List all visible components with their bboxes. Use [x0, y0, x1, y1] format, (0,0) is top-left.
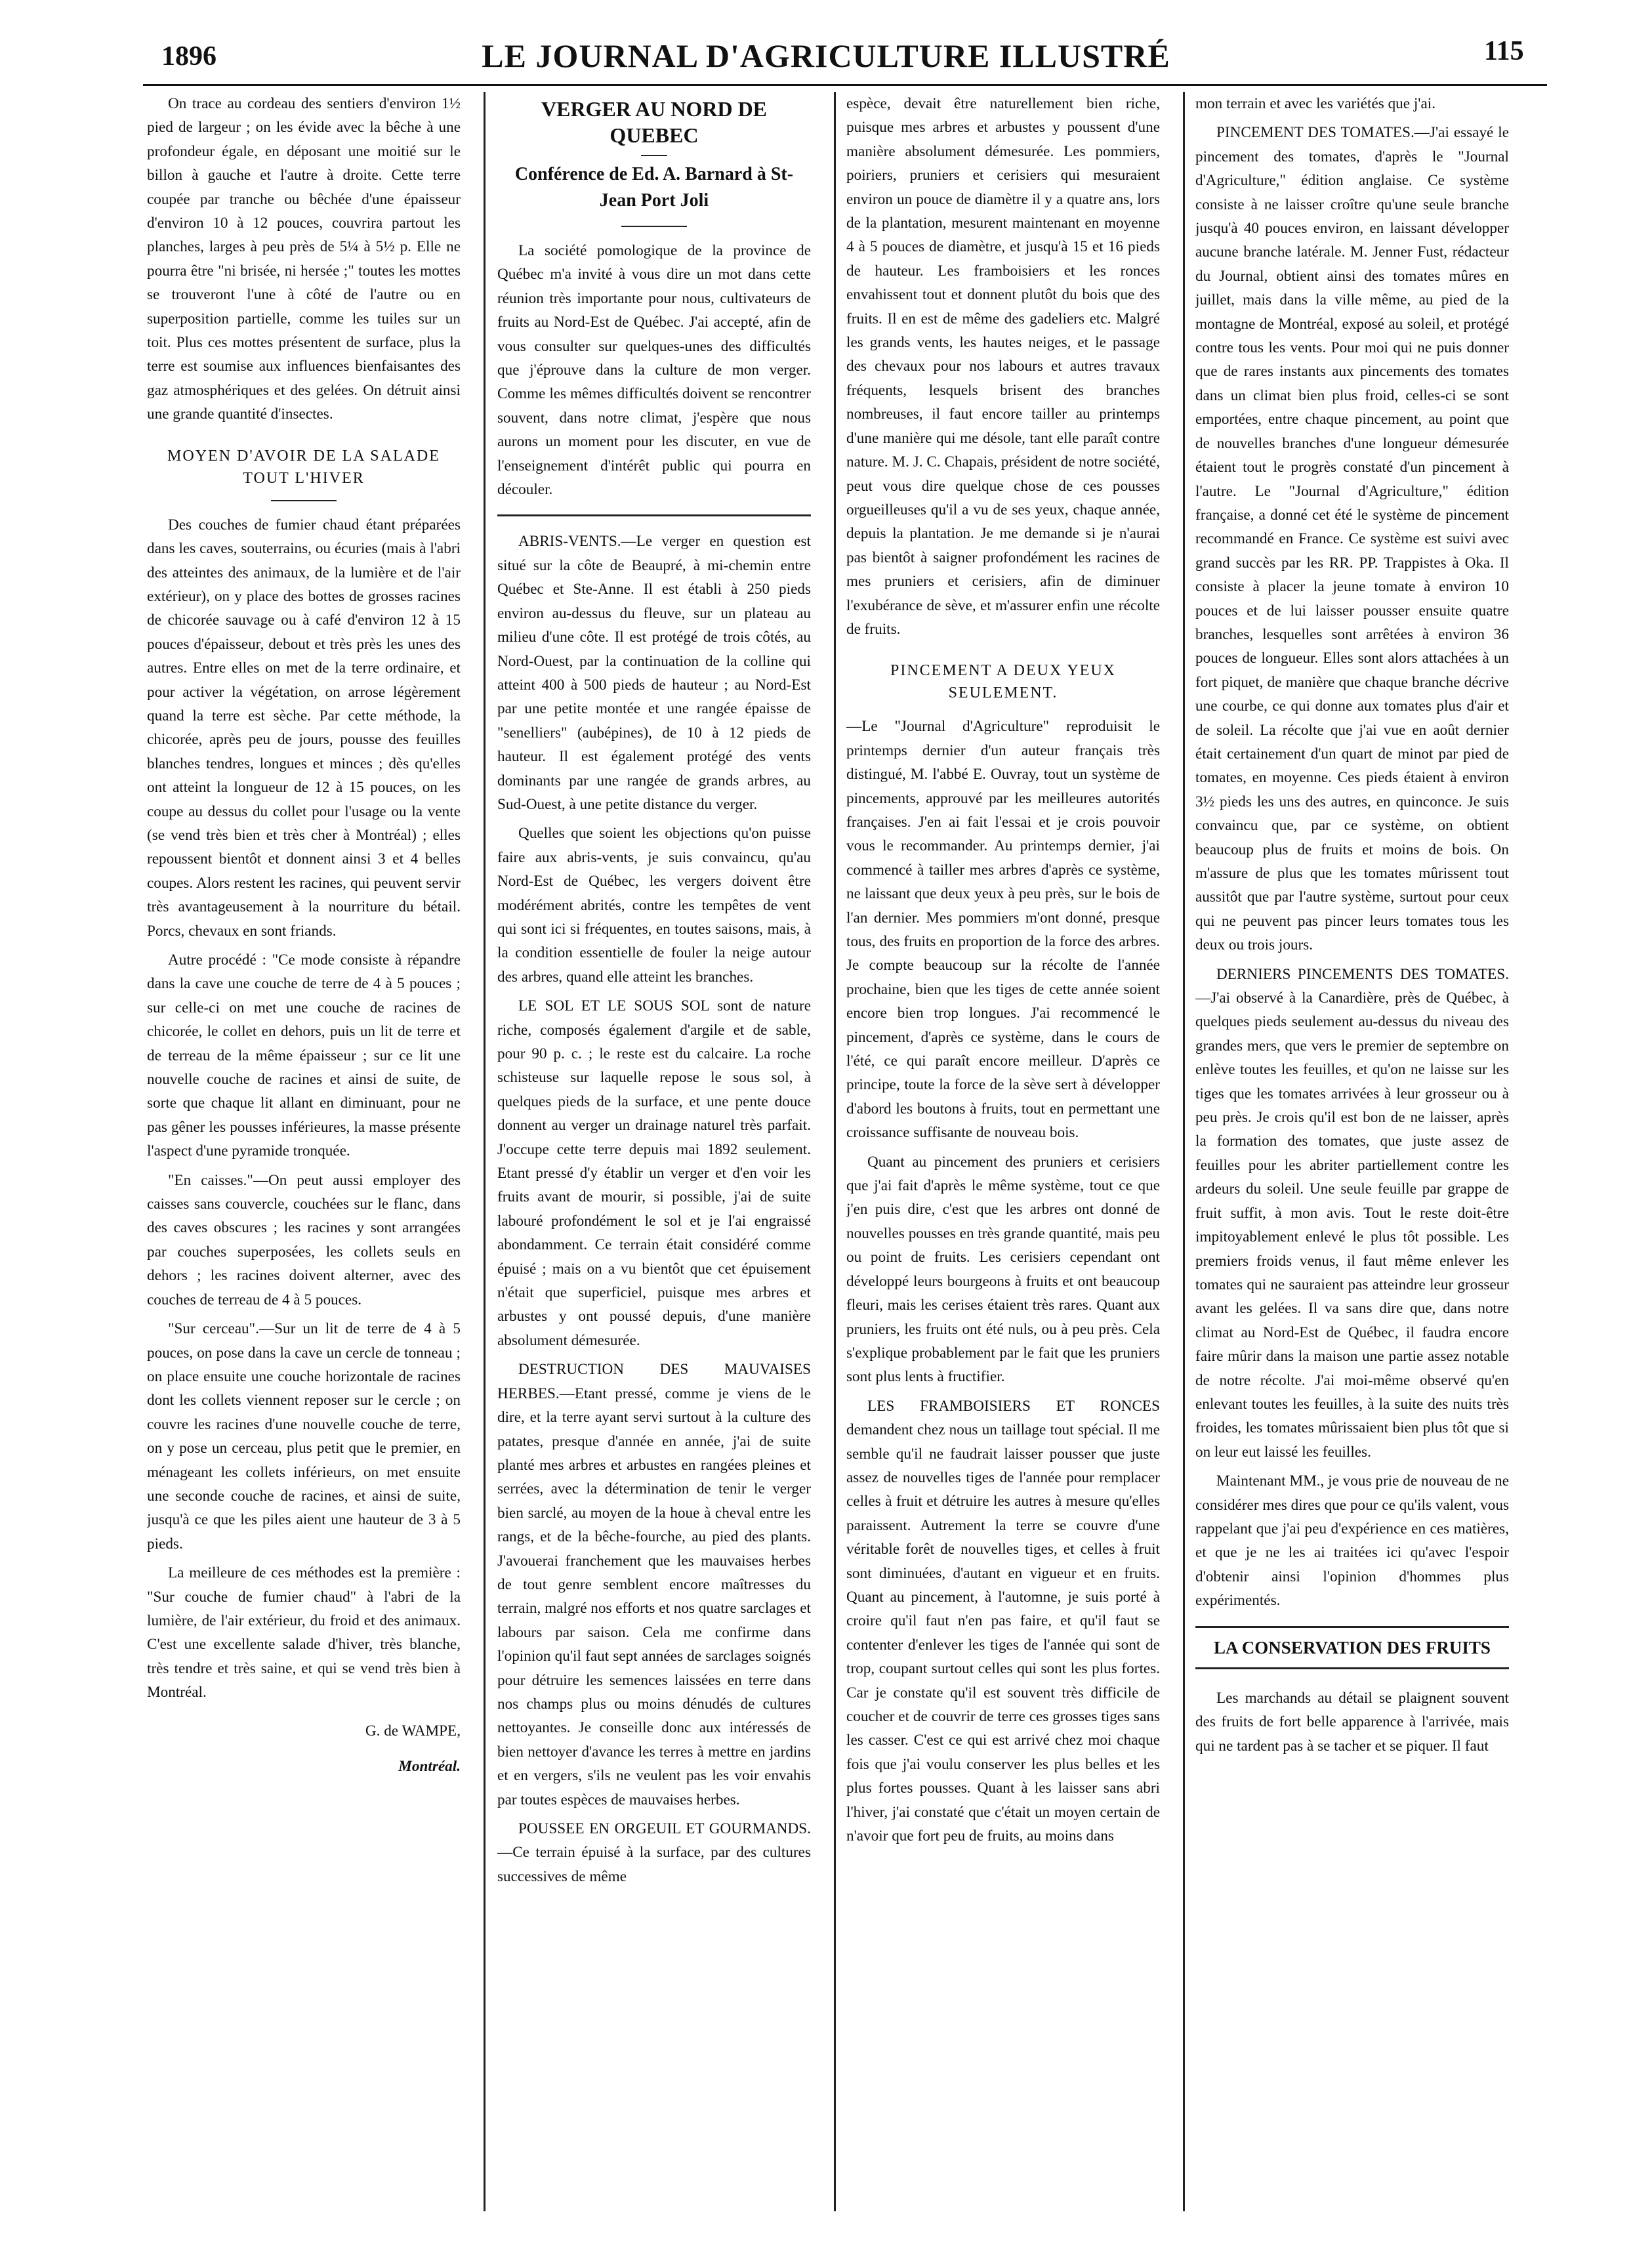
author-city: Montréal. — [398, 1758, 461, 1775]
article-title: VERGER AU NORD DE QUEBEC — [541, 97, 768, 147]
paragraph: PINCEMENT DES TOMATES.—J'ai essayé le pincement des tomates, d'après le "Journal d'Agriculture," édition anglaise. Ce système consiste à ne laisser croître qu'une seule branche jusqu'à 40 pouces environ, en laissant développer aucune branche latérale. M. Jenner Fust, rédacteur du Journal, obtient ainsi des tomates mûres en juillet, mais dans la ville même, au pied de la montagne de Montréal, exposé au soleil, et protégé contre tous les vents. Pour moi qui ne puis donner que de rares instants aux pincements des tomates dans un climat bien plus froid, celles-ci se sont emportées, entre chaque pincement, au point que de nouvelles branches d'une longueur démesurée étaient tout le progrès constaté d'un pincement à l'autre. Le "Journal d'Agriculture," édition française, a donné cet été le système de pincement recommandé en France. Ce système est suivi avec grand succès par les RR. PP. Trappistes à Oka. Il consiste à placer la jeune tomate à environ 10 pouces et de lui laisser pousser ensuite quatre branches, lesquelles sont arrêtées à environ 36 pouces de longueur. Elles sont alors attachées à un fort piquet, de manière que chaque branche décrive une courbe, ce qui donne aux tomates plus d'air et de soleil. La récolte que j'ai vue en août dernier était certainement d'un quart de minot par pied de tomates, en moyenne. Ces pieds étaient à environ 3½ pieds les uns des autres, en quinconce. Je suis convaincu que, par ce système, on obtient beaucoup plus de fruits et moins de bois. On m'assure de plus que les tomates mûrissent tout aussitôt que par l'autre système, surtout pour ceux qui ne peuvent pas pincer leurs tomates tous les deux ou trois jours. — [1195, 124, 1509, 954]
paragraph: Quelles que soient les objections qu'on puisse faire aux abris-vents, je suis convaincu, qu'au Nord-Est de Québec, les vergers doivent être modérément abrités, contre les tempêtes de vent qui sont ici si fréquentes, en toutes saisons, mais, à la condition essentielle de fouler la neige autour des arbres, quand elle atteint les branches. — [497, 825, 811, 986]
paragraph: Quant au pincement des pruniers et cerisiers que j'ai fait d'après le même système, tout ce que j'en puis dire, c'est que les arbres ont donné de nouvelles pousses en très grande quantité, mais peu ou point de fruits. Les cerisiers cependant ont développé leurs bourgeons à fruits et ont beaucoup fleuri, mais les cerises étaient très rares. Quant aux pruniers, les fruits ont été nuls, ou à peu près. Cela s'explique probablement par le fait que les pruniers sont plus lents à fructifier. — [846, 1153, 1160, 1386]
paragraph: ABRIS-VENTS.—Le verger en question est situé sur la côte de Beaupré, à mi-chemin entre Québec et Ste-Anne. Il est établi à 250 pieds environ au-dessus du fleuve, sur un plateau au milieu d'une côte. Il est protégé de trois côtés, au Nord-Ouest, par la continuation de la colline qui atteint 400 à 500 pieds de hauteur ; au Nord-Est par une petite montée et une rangée épaisse de "senelliers" (aubépines), de 10 à 12 pieds de hauteur. Il est également protégé des vents dominants par une rangée de grands arbres, au Sud-Ouest, à une petite distance du verger. — [497, 533, 811, 813]
paragraph: La société pomologique de la province de Québec m'a invité à vous dire un mot dans cette réunion très importante pour nous, cultivateurs de fruits au Nord-Est de Québec. J'ai accepté, afin de vous consulter sur quelques-unes des difficultés que j'éprouve dans la culture de mon verger. Comme les mêmes difficultés doivent se rencontrer souvent, dans notre climat, j'espère que nous aurons un moment pour les discuter, en vue de l'enseignement d'intérêt public qui pourra en découler. — [497, 242, 811, 499]
paragraph: Des couches de fumier chaud étant préparées dans les caves, souterrains, ou écuries (mais à l'abri des atteintes des animaux, de la lumière et de l'air extérieur), on y place des bottes de grosses racines de chicorée sauvage ou à café d'environ 12 à 15 pouces d'épaisseur, debout et très près les unes des autres. Entre elles on met de la terre ordinaire, et pour activer la végétation, on arrose légèrement quand la terre est sèche. Par cette méthode, la chicorée, après peu de jours, pousse des feuilles blanches tendres, longues et minces ; dès qu'elles ont atteint la longueur de 12 à 15 pouces, on les coupe au dessus du collet pour l'usage ou la vente (se vend très bien et très cher à Montréal) ; elles repoussent bientôt et donnent ainsi 3 et 4 belles coupes. Alors restent les racines, qui peuvent servir très avantageusement à la nourriture du bétail. Porcs, chevaux en sont friands. — [147, 516, 461, 940]
paragraph: —Le "Journal d'Agriculture" reproduisit le printemps dernier d'un auteur français très distingué, M. l'abbé E. Ouvray, tout un système de pincements, approuvé par les meilleures autorités françaises. J'en ai fait l'essai et je crois pouvoir vous le recommander. Au printemps dernier, j'ai commencé à tailler mes arbres d'après ce système, ne laissant que deux yeux à peu près, sur le bois de l'an dernier. Mes pommiers m'ont donné, presque tous, des fruits en proportion de la force des arbres. Je compte beaucoup sur la récolte de l'année prochaine, bien que les tiges de cette année soient encore bien trop longues. J'ai recommencé le pincement, d'après ce système, dans le cours de l'été, ce qui paraît encore meilleur. D'après ce principe, toute la force de la sève sert à développer d'abord les boutons à fruits, tout en permettant une croissance suffisante de nouveau bois. — [846, 718, 1160, 1142]
paragraph: LES FRAMBOISIERS ET RONCES demandent chez nous un taillage tout spécial. Il me semble qu'il ne faudrait laisser pousser que juste assez de nouvelles tiges de l'année pour remplacer celles à fruit et détruire les autres à mesure qu'elles paraissent. Autrement la terre se couvre d'une véritable forêt de nouvelles tiges, et celles à fruit sont diminuées, d'autant en vigueur et en fruits. Quant au pincement, à l'automne, je suis porté à croire qu'il faut n'en pas faire, et qu'il faut se contenter d'enlever les tiges de l'année qui sont de trop, coupant surtout celles qui sont les plus fortes. Car je constate qu'il est souvent très difficile de coucher et de couvrir de terre ces grosses tiges sans les casser. C'est ce qui est arrivé chez moi chaque fois que j'ai voulu conserver les plus belles et les plus fortes pousses. Quant à les laisser sans abri l'hiver, j'ai constaté que c'était un moyen certain de n'avoir que fort peu de fruits, au moins dans — [846, 1397, 1160, 1845]
column-3 — [846, 92, 1160, 2211]
section-heading-pincement: PINCEMENT A DEUX YEUX SEULEMENT. — [890, 662, 1116, 702]
paragraph: Autre procédé : "Ce mode consiste à répandre dans la cave une couche de terre de 4 à 5 pouces ; sur celle-ci on met une couche de racines de chicorée, le collet en dehors, puis un lit de terre et de terreau de la même épaisseur ; sur ce lit une nouvelle couche de racines et ainsi de suite, de sorte que chaque lit allant en diminuant, pour ne pas gêner les pousses inférieures, la masse présente l'aspect d'une pyramide tronquée. — [147, 951, 461, 1160]
separator-rule — [497, 514, 811, 516]
paragraph: LE SOL ET LE SOUS SOL sont de nature riche, composés également d'argile et de sable, pour 90 p. c. ; le reste est du calcaire. La roche schisteuse sur laquelle repose le sous sol, à quelques pieds de la surface, et une pente douce donnent au verger un drainage naturel très parfait. J'occupe cette terre depuis mai 1892 seulement. Etant pressé d'y établir un verger et d'en voir les fruits avant de mourir, si possible, j'ai de suite labouré profondément le sol et je l'ai engraissé abondamment. Ce terrain était considéré comme épuisé ; mais on a vu bientôt que cet épuisement n'était que superficiel, puisque mes arbres et arbustes y ont poussé depuis, d'une manière absolument démesurée. — [497, 997, 811, 1349]
header-year: 1896 — [161, 41, 217, 72]
paragraph: La meilleure de ces méthodes est la première : "Sur couche de fumier chaud" à l'abri de la lumière, de l'air extérieur, du froid et des animaux. C'est une excellente salade d'hiver, très blanche, très tendre et très saine, et qui se vend très bien à Montréal. — [147, 1564, 461, 1701]
section-heading-conservation: LA CONSERVATION DES FRUITS — [1195, 1626, 1509, 1669]
paragraph: On trace au cordeau des sentiers d'environ 1½ pied de largeur ; on les évide avec la bêche à une profondeur égale, en déposant une moitié sur le billon à gauche et l'autre à droite. Cette terre coupée par tranche ou bêchée d'une épaisseur d'environ 10 à 12 pouces, couvrira partout les planches, larges à peu près de 5¼ à 5½ p. Elle ne pourra être "ni brisée, ni hersée ;" toutes les mottes se trouveront l'une à côté de l'autre ou en superposition partielle, comme les tuiles sur un toit. Plus ces mottes présentent de surface, plus la terre est soumise aux influences bienfaisantes des gaz atmosphériques et des gelées. On détruit ainsi une grande quantité d'insectes. — [147, 95, 461, 423]
paragraph: "Sur cerceau".—Sur un lit de terre de 4 à 5 pouces, on pose dans la cave un cercle de tonneau ; on place ensuite une couche horizontale de racines dont les collets viennent reposer sur le cercle ; on couvre les racines d'une nouvelle couche de terre, on y pose un cerceau, plus petit que le premier, en ménageant les collets inférieurs, on met ensuite une seconde couche de racines, et ainsi de suite, jusqu'à ce que les piles aient une hauteur de 3 à 5 pieds. — [147, 1320, 461, 1552]
paragraph: "En caisses."—On peut aussi employer des caisses sans couvercle, couchées sur le flanc, dans des caves obscures ; les racines y sont arrangées par couches superposées, les collets seuls en dehors ; les racines doivent alterner, avec des couches de terreau de 4 à 5 pouces. — [147, 1171, 461, 1308]
paragraph: espèce, devait être naturellement bien riche, puisque mes arbres et arbustes y poussent d'une manière absolument démesurée. Les pommiers, poiriers, pruniers et cerisiers qui mesuraient environ un pouce de diamètre il y a quatre ans, lors de la plantation, mesurent maintenant en moyenne 4 à 5 pouces de diamètre, et jusqu'à 15 et 16 pieds de hauteur. Les framboisiers et les ronces envahissent tout et donnent plutôt du bois que des fruits. Il en est de même des gadeliers etc. Malgré les grands vents, les hautes neiges, et le passage des chevaux pour nos labours et autres travaux fréquents, lesquels brisent des branches nombreuses, il faut encore tailler au printemps d'une manière qui me désole, tant elle paraît contre nature. M. J. C. Chapais, président de notre société, peut vous dire quelque chose de ces pousses orgueilleuses qu'il a vu de ses yeux, chaque année, depuis la plantation. Je me demande si je n'aurai pas bientôt à saigner profondément les racines de mes pruniers et cerisiers, afin de diminuer l'exubérance de sève, et m'assurer enfin une récolte de fruits. — [846, 95, 1160, 638]
header-title: LE JOURNAL D'AGRICULTURE ILLUSTRÉ — [482, 37, 1170, 74]
column-1 — [147, 92, 461, 2211]
paragraph: Les marchands au détail se plaignent souvent des fruits de fort belle apparence à l'arrivée, mais qui ne tardent pas à se tacher et se piquer. Il faut — [1195, 1690, 1509, 1755]
article-subtitle: Conférence de Ed. A. Barnard à St-Jean Port Joli — [514, 164, 794, 211]
section-heading-salade: MOYEN D'AVOIR DE LA SALADE TOUT L'HIVER — [167, 447, 440, 487]
column-divider — [834, 92, 836, 2211]
separator-rule — [641, 155, 667, 156]
column-2 — [497, 92, 811, 2211]
header-rule — [143, 84, 1547, 86]
paragraph: DESTRUCTION DES MAUVAISES HERBES.—Etant pressé, comme je viens de le dire, et la terre ayant servi surtout à la culture des patates, presque d'année en année, j'ai de suite planté mes arbres et arbustes en rangées pleines et serrées, avec la détermination de tenir le verger bien sarclé, au moyen de la houe à cheval entre les rangs, et de la bêche-fourche, au pied des plants. J'avouerai franchement que les mauvaises herbes de tout genre semblent encore maîtresses du terrain, malgré nos efforts et nos quatre sarclages et labours par saison. Cela me confirme dans l'opinion qu'il faut sept années de sarclages soignés pour détruire les semences laissées en terre dans nos champs plus ou moins dénudés de cultures nettoyantes. Je conseille donc aux intéressés de bien nettoyer d'avance les terres à mettre en jardins et en vergers, s'ils ne veulent pas les voir envahis par toutes espèces de mauvaises herbes. — [497, 1361, 811, 1808]
header-page-number: 115 — [1484, 36, 1524, 66]
paragraph: mon terrain et avec les variétés que j'ai. — [1195, 95, 1435, 112]
separator-rule — [621, 226, 687, 227]
column-4 — [1195, 92, 1509, 2211]
column-divider — [484, 92, 485, 2211]
author-signature: G. de WAMPE, — [365, 1722, 461, 1740]
paragraph: DERNIERS PINCEMENTS DES TOMATES.—J'ai observé à la Canardière, près de Québec, à quelques pieds seulement au-dessus du niveau des grandes mers, que vers le premier de septembre on enlève toutes les feuilles, et qu'on ne laisse sur les tiges que les tomates arrivées à leur grosseur ou à peu près. Je crois qu'il est bon de ne laisser, après la formation des tomates, que juste assez de feuilles pour les abriter partiellement contre les ardeurs du soleil. Une seule feuille par grappe de fruit suffit, à mon avis. Tout le reste doit-être impitoyablement enlevé le plus tôt possible. Les premiers froids venus, il faut même enlever les tomates qui ne sauraient pas atteindre leur grosseur avant les gelées. Il va sans dire que, dans notre climat au Nord-Est de Québec, il faudra encore faire mûrir dans la maison une partie assez notable de notre récolte. J'ai moi-même observé qu'en enlevant toutes les feuilles, à la suite des nuits très froides, les tomates mûrissaient bien plus tôt que si on leur eut laissé les feuilles. — [1195, 965, 1509, 1461]
column-divider — [1183, 92, 1185, 2211]
paragraph: POUSSEE EN ORGEUIL ET GOURMANDS.—Ce terrain épuisé à la surface, par des cultures successives de même — [497, 1820, 811, 1885]
separator-rule — [271, 500, 337, 501]
paragraph: Maintenant MM., je vous prie de nouveau de ne considérer mes dires que pour ce qu'ils valent, vous rappelant que j'ai peu d'expérience en ces matières, et que je ne les ai traitées ici qu'avec l'espoir d'obtenir ainsi l'opinion d'hommes plus expérimentés. — [1195, 1472, 1509, 1610]
